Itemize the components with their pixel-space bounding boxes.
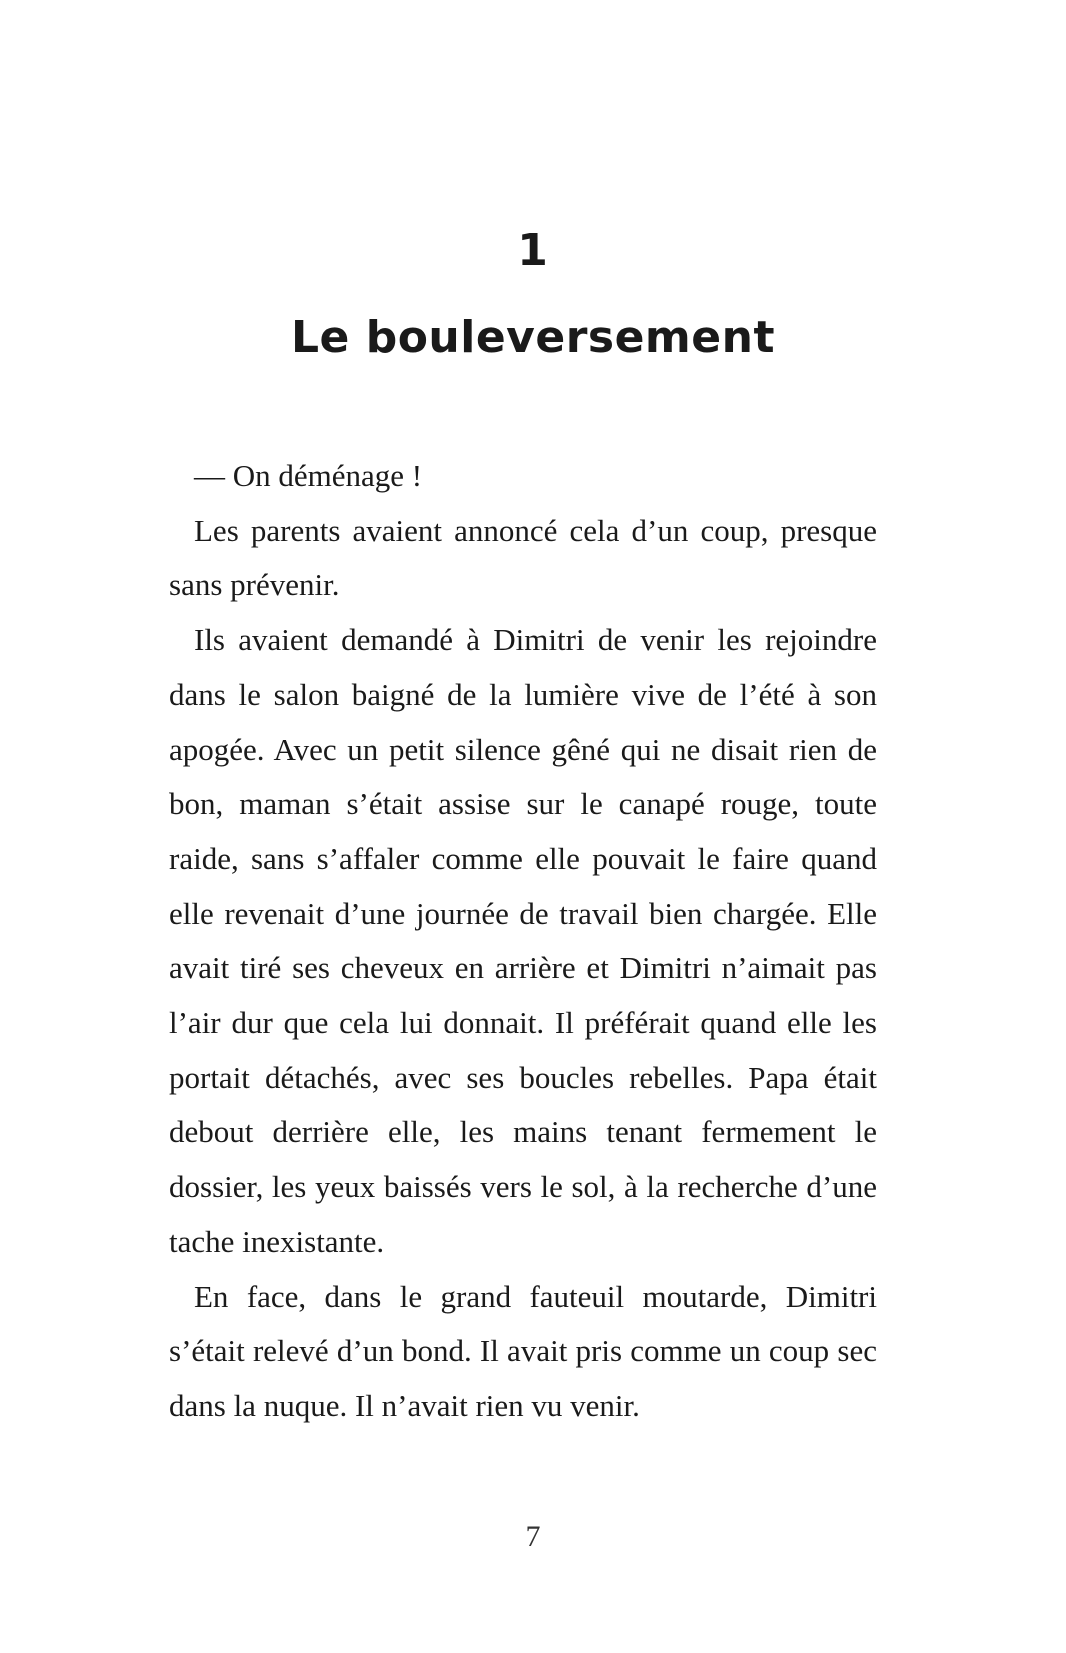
page-number: 7: [525, 1520, 541, 1553]
paragraph-reaction: En face, dans le grand fauteuil moutarde, Dimitri s’était relevé d’un bond. Il avait pris comme un coup sec dans la nuque. Il n’avait rien vu venir.: [169, 1278, 877, 1423]
paragraph-announcement: Les parents avaient annoncé cela d’un coup, presque sans prévenir.: [169, 512, 877, 603]
paragraph-dialogue: — On déménage !: [194, 458, 423, 493]
chapter-body: [169, 449, 877, 1434]
paragraph-living-room: Ils avaient demandé à Dimitri de venir les rejoindre dans le salon baigné de la lumière vive de l’été à son apogée. Avec un petit silence gêné qui ne disait rien de bon, maman s’était assise sur le canapé rouge, toute raide, sans s’affaler comme elle pouvait le faire quand elle revenait d’une journée de travail bien chargée. Elle avait tiré ses cheveux en arrière et Dimitri n’aimait pas l’air dur que cela lui donnait. Il préférait quand elle les portait détachés, avec ses boucles rebelles. Papa était debout derrière elle, les mains tenant fermement le dossier, les yeux baissés vers le sol, à la recherche d’une tache inexistante.: [169, 622, 877, 1259]
chapter-title: Le bouleversement: [291, 312, 775, 363]
chapter-number: 1: [517, 225, 549, 276]
